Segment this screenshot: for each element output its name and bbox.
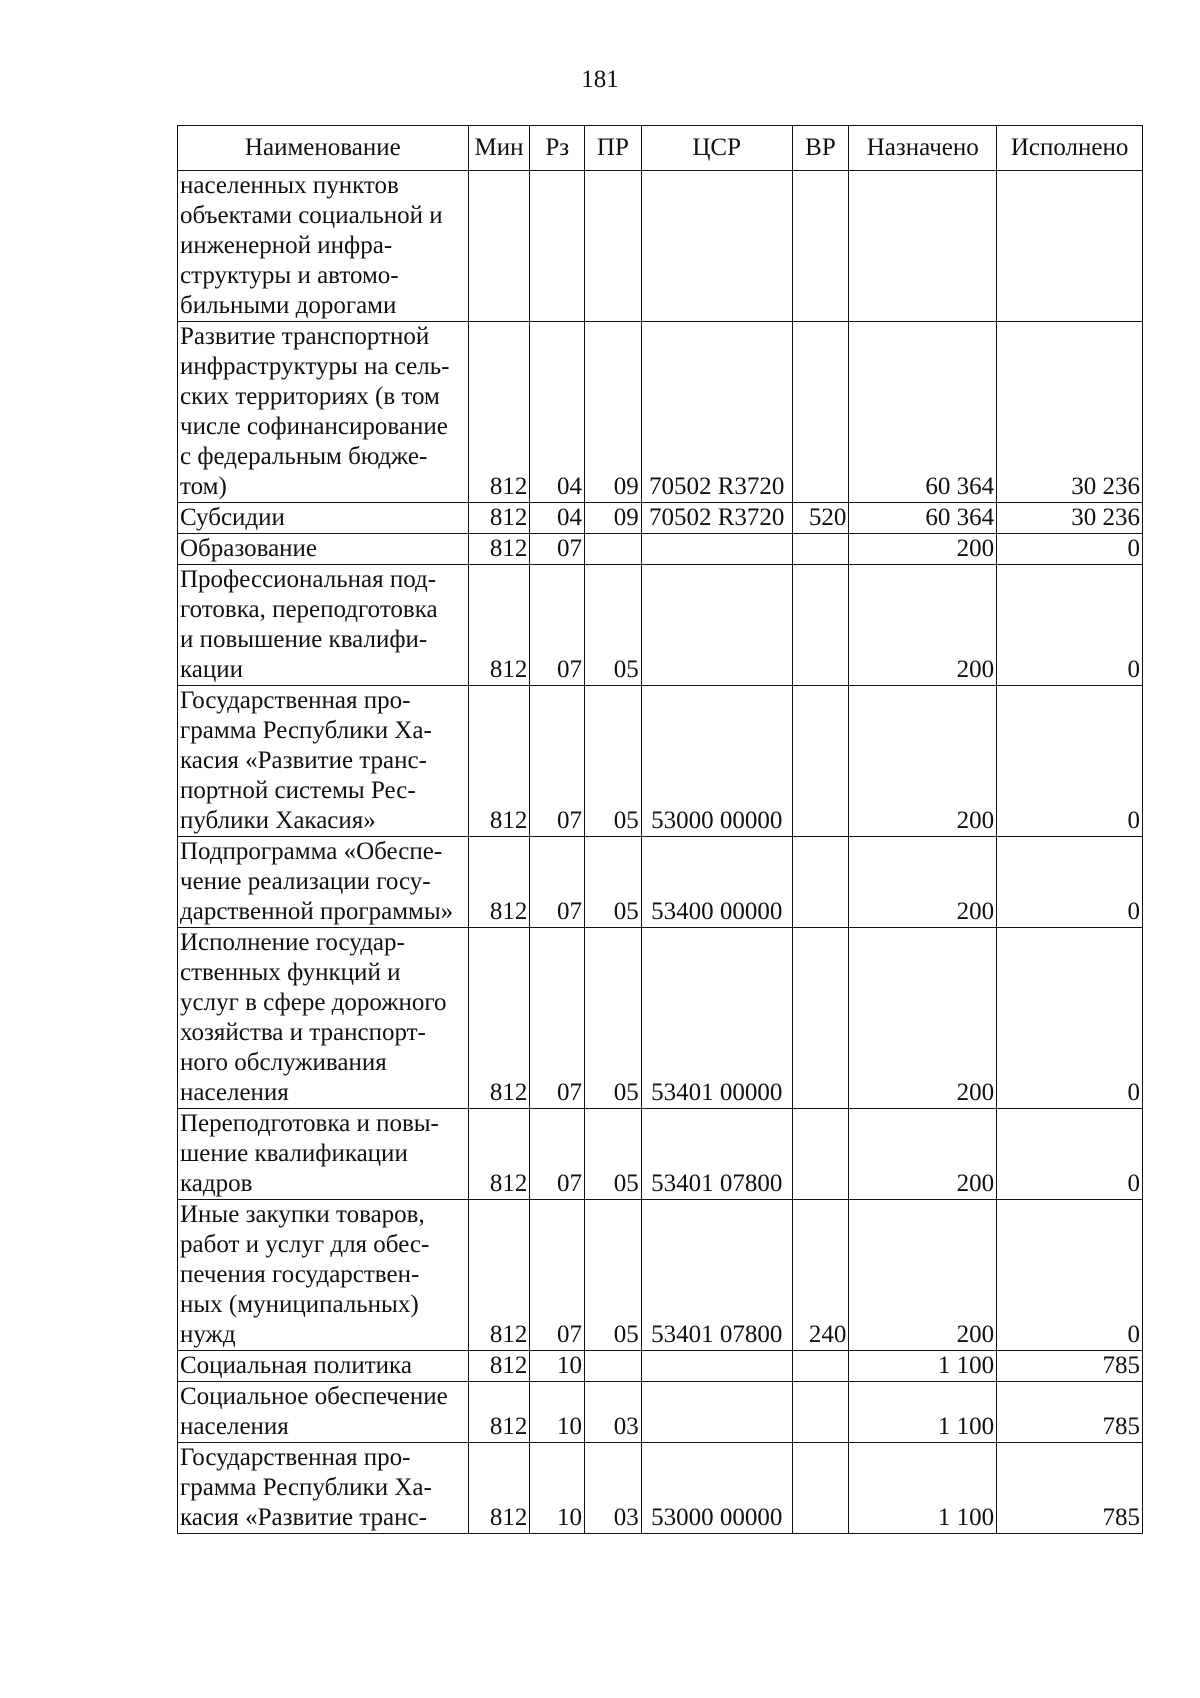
table-row — [178, 534, 1143, 565]
header-row — [178, 126, 1143, 171]
row-name — [178, 322, 469, 503]
row-name-line: числе софинансирование — [180, 413, 448, 440]
cell-rz: 04 — [530, 322, 585, 503]
cell-vr — [792, 534, 849, 565]
cell-min: 812 — [468, 928, 530, 1109]
cell-min: 812 — [468, 1351, 530, 1382]
row-name-line: касия «Развитие транс- — [180, 747, 427, 774]
cell-rz: 07 — [530, 565, 585, 686]
row-name-line: и повышение квалифи- — [180, 626, 428, 653]
cell-executed: 0 — [997, 1109, 1143, 1200]
cell-rz: 07 — [530, 928, 585, 1109]
cell-assigned: 200 — [849, 928, 997, 1109]
cell-rz: 07 — [530, 1200, 585, 1351]
row-name-line: Государственная про- — [180, 1444, 411, 1471]
cell-vr — [792, 322, 849, 503]
row-name-line: печения государствен- — [180, 1261, 420, 1288]
cell-assigned: 200 — [849, 534, 997, 565]
cell-min — [468, 171, 530, 322]
cell-min: 812 — [468, 503, 530, 534]
row-name — [178, 1382, 469, 1443]
row-name — [178, 1351, 469, 1382]
cell-assigned: 200 — [849, 1200, 997, 1351]
cell-csr: 70502 R3720 — [641, 503, 792, 534]
cell-assigned: 1 100 — [849, 1351, 997, 1382]
cell-executed: 0 — [997, 928, 1143, 1109]
row-name-line: населенных пунктов — [180, 172, 399, 199]
header-executed: Исполнено — [997, 126, 1143, 171]
table-row — [178, 1109, 1143, 1200]
cell-assigned: 1 100 — [849, 1443, 997, 1534]
row-name-line: Образование — [180, 535, 318, 562]
row-name-line: касия «Развитие транс- — [180, 1504, 427, 1531]
cell-pr — [585, 534, 642, 565]
cell-csr — [641, 1382, 792, 1443]
cell-executed: 0 — [997, 686, 1143, 837]
row-name-line: Исполнение государ- — [180, 929, 405, 956]
cell-vr — [792, 565, 849, 686]
row-name — [178, 1200, 469, 1351]
row-name-line: грамма Республики Ха- — [180, 717, 432, 744]
cell-csr: 53401 07800 — [641, 1109, 792, 1200]
cell-vr — [792, 171, 849, 322]
cell-pr: 03 — [585, 1382, 642, 1443]
cell-pr: 09 — [585, 503, 642, 534]
cell-pr — [585, 1351, 642, 1382]
row-name-line: объектами социальной и — [180, 202, 443, 229]
cell-csr: 70502 R3720 — [641, 322, 792, 503]
row-name-line: работ и услуг для обес- — [180, 1231, 430, 1258]
cell-executed: 0 — [997, 565, 1143, 686]
cell-executed: 785 — [997, 1351, 1143, 1382]
header-rz: Рз — [530, 126, 585, 171]
row-name-line: ских территориях (в том — [180, 383, 440, 410]
table-row — [178, 1200, 1143, 1351]
row-name-line: публики Хакасия» — [180, 807, 376, 834]
cell-csr — [641, 565, 792, 686]
cell-assigned — [849, 171, 997, 322]
cell-executed: 30 236 — [997, 503, 1143, 534]
row-name-line: Развитие транспортной — [180, 323, 430, 350]
cell-vr — [792, 1351, 849, 1382]
cell-rz: 10 — [530, 1382, 585, 1443]
row-name — [178, 503, 469, 534]
cell-csr: 53000 00000 — [641, 686, 792, 837]
row-name-line: грамма Республики Ха- — [180, 1474, 432, 1501]
cell-min: 812 — [468, 1200, 530, 1351]
table-row — [178, 837, 1143, 928]
table-row — [178, 322, 1143, 503]
cell-pr: 05 — [585, 565, 642, 686]
cell-min: 812 — [468, 1109, 530, 1200]
cell-pr: 05 — [585, 1109, 642, 1200]
row-name-line: населения — [180, 1413, 289, 1440]
cell-executed: 0 — [997, 837, 1143, 928]
row-name-line: том) — [180, 473, 227, 500]
row-name-line: Профессиональная под- — [180, 566, 437, 593]
cell-pr: 05 — [585, 686, 642, 837]
table-row — [178, 1382, 1143, 1443]
cell-vr — [792, 928, 849, 1109]
cell-executed: 0 — [997, 1200, 1143, 1351]
row-name-line: бильными дорогами — [180, 292, 397, 319]
cell-rz: 07 — [530, 1109, 585, 1200]
row-name — [178, 928, 469, 1109]
table-row — [178, 686, 1143, 837]
row-name-line: кации — [180, 656, 244, 683]
table-row — [178, 1443, 1143, 1534]
row-name-line: нужд — [180, 1321, 236, 1348]
cell-pr — [585, 171, 642, 322]
cell-csr: 53000 00000 — [641, 1443, 792, 1534]
header-pr: ПР — [585, 126, 642, 171]
row-name-line: Социальная политика — [180, 1352, 412, 1379]
row-name — [178, 565, 469, 686]
cell-executed: 0 — [997, 534, 1143, 565]
cell-rz: 07 — [530, 686, 585, 837]
cell-rz — [530, 171, 585, 322]
cell-executed: 785 — [997, 1443, 1143, 1534]
cell-min: 812 — [468, 837, 530, 928]
row-name — [178, 1443, 469, 1534]
cell-rz: 04 — [530, 503, 585, 534]
cell-executed: 785 — [997, 1382, 1143, 1443]
cell-rz: 10 — [530, 1443, 585, 1534]
cell-vr: 240 — [792, 1200, 849, 1351]
cell-min: 812 — [468, 1443, 530, 1534]
table-row — [178, 1351, 1143, 1382]
cell-assigned: 1 100 — [849, 1382, 997, 1443]
cell-rz: 10 — [530, 1351, 585, 1382]
row-name — [178, 534, 469, 565]
table-row — [178, 928, 1143, 1109]
row-name-line: шение квалификации — [180, 1140, 408, 1167]
row-name-line: кадров — [180, 1170, 253, 1197]
row-name-line: хозяйства и транспорт- — [180, 1019, 426, 1046]
cell-vr — [792, 1109, 849, 1200]
row-name-line: Переподготовка и повы- — [180, 1110, 439, 1137]
row-name-line: Государственная про- — [180, 687, 411, 714]
row-name-line: ных (муниципальных) — [180, 1291, 419, 1318]
table-row — [178, 503, 1143, 534]
cell-rz: 07 — [530, 534, 585, 565]
row-name-line: ственных функций и — [180, 959, 401, 986]
row-name-line: населения — [180, 1079, 289, 1106]
cell-rz: 07 — [530, 837, 585, 928]
cell-vr — [792, 837, 849, 928]
cell-min: 812 — [468, 534, 530, 565]
row-name — [178, 686, 469, 837]
row-name-line: готовка, переподготовка — [180, 596, 438, 623]
cell-assigned: 200 — [849, 565, 997, 686]
row-name-line: Социальное обеспечение — [180, 1383, 448, 1410]
cell-csr — [641, 534, 792, 565]
header-name: Наименование — [178, 126, 469, 171]
row-name-line: дарственной программы» — [180, 898, 454, 925]
row-name-line: Иные закупки товаров, — [180, 1201, 425, 1228]
header-assigned: Назначено — [849, 126, 997, 171]
header-vr: ВР — [792, 126, 849, 171]
row-name — [178, 171, 469, 322]
row-name-line: Подпрограмма «Обеспе- — [180, 838, 443, 865]
cell-vr: 520 — [792, 503, 849, 534]
cell-pr: 05 — [585, 928, 642, 1109]
cell-pr: 05 — [585, 837, 642, 928]
table-row — [178, 171, 1143, 322]
row-name-line: инженерной инфра- — [180, 232, 393, 259]
cell-csr — [641, 1351, 792, 1382]
cell-assigned: 200 — [849, 686, 997, 837]
cell-pr: 03 — [585, 1443, 642, 1534]
row-name — [178, 1109, 469, 1200]
row-name-line: портной системы Рес- — [180, 777, 416, 804]
cell-vr — [792, 1443, 849, 1534]
cell-assigned: 200 — [849, 1109, 997, 1200]
cell-min: 812 — [468, 1382, 530, 1443]
row-name — [178, 837, 469, 928]
table-row — [178, 565, 1143, 686]
table-body — [178, 171, 1143, 1534]
row-name-line: инфраструктуры на сель- — [180, 353, 450, 380]
cell-pr: 09 — [585, 322, 642, 503]
budget-table — [177, 125, 1143, 1534]
cell-executed: 30 236 — [997, 322, 1143, 503]
cell-executed — [997, 171, 1143, 322]
cell-min: 812 — [468, 686, 530, 837]
cell-csr: 53401 07800 — [641, 1200, 792, 1351]
cell-min: 812 — [468, 322, 530, 503]
cell-csr: 53400 00000 — [641, 837, 792, 928]
cell-assigned: 60 364 — [849, 322, 997, 503]
cell-pr: 05 — [585, 1200, 642, 1351]
header-csr: ЦСР — [641, 126, 792, 171]
page-number: 181 — [581, 66, 619, 93]
cell-assigned: 60 364 — [849, 503, 997, 534]
cell-csr: 53401 00000 — [641, 928, 792, 1109]
cell-min: 812 — [468, 565, 530, 686]
header-min: Мин — [468, 126, 530, 171]
cell-vr — [792, 1382, 849, 1443]
row-name-line: с федеральным бюдже- — [180, 443, 428, 470]
cell-vr — [792, 686, 849, 837]
row-name-line: услуг в сфере дорожного — [180, 989, 447, 1016]
row-name-line: ного обслуживания — [180, 1049, 387, 1076]
row-name-line: чение реализации госу- — [180, 868, 431, 895]
cell-csr — [641, 171, 792, 322]
row-name-line: структуры и автомо- — [180, 262, 399, 289]
row-name-line: Субсидии — [180, 504, 285, 531]
cell-assigned: 200 — [849, 837, 997, 928]
